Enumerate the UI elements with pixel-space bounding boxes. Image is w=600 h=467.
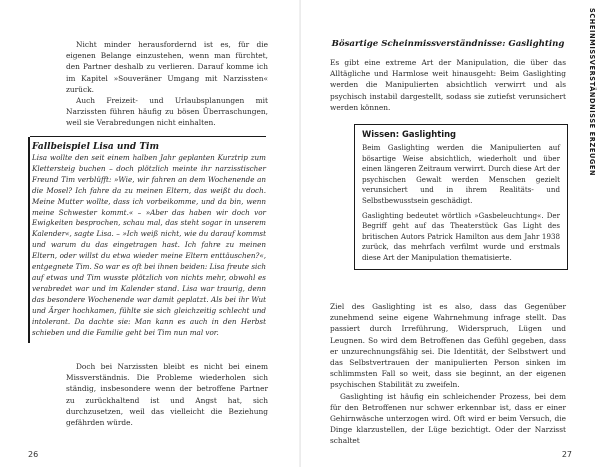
case-box-side-rule bbox=[28, 137, 30, 343]
left-intro-text bbox=[66, 39, 268, 129]
running-chapter-title: SCHEINMISSVERSTÄNDNISSE ERZEUGEN bbox=[588, 8, 596, 177]
right-intro-text bbox=[330, 57, 566, 113]
knowledge-box-title: Wissen: Gaslighting bbox=[362, 129, 457, 139]
right-bottom-paragraph-1: Ziel des Gaslighting ist es also, dass das Gegenüber zunehmend seine eigene Wahrnehmung infrage stellt. Das passiert durch Irreführung, Widerspruch, Lügen und Leugnen. So wird dem Betroffenen das Gefühl gegeben, dass er unzurechnungsfähig sei. Die Identität, der Selbstwert und das Selbstvertrauen der manipulierten Person sinken im schlimmsten Fall so weit, dass sie beginnt, an der eigenen psychischen Stabilität zu zweifeln. bbox=[330, 302, 566, 390]
knowledge-box-paragraph-1: Beim Gaslighting werden die Manipulierten auf bösartige Weise absichtlich, wiederholt und über einen längeren Zeitraum verwirrt. Durch diese Art der psychischen Gewalt werden Menschen gezielt verunsichert und in ihrem Realitäts- und Selbstbewusstsein geschädigt. bbox=[362, 143, 560, 205]
knowledge-box bbox=[354, 124, 568, 270]
left-intro-paragraph-1: Nicht minder herausfordernd ist es, für die eigenen Belange einzustehen, wenn man fürchtet, den Partner deshalb zu verlieren. Darauf komme ich im Kapitel »Souveräner Umgang mit Narzissten« zurück. bbox=[66, 40, 268, 94]
left-page-number: 26 bbox=[28, 450, 39, 459]
case-example-box bbox=[30, 136, 266, 338]
right-bottom-text bbox=[330, 301, 566, 447]
right-page-number: 27 bbox=[561, 450, 572, 459]
left-bottom-text bbox=[66, 361, 268, 428]
right-bottom-paragraph-2: Gaslighting ist häufig ein schleichender Prozess, bei dem für den Betroffenen nur schwer erkennbar ist, dass er einer Gehirnwäsche unterzogen wird. Oft wird er beim Versuch, die Dinge klarzustellen, der Lüge bezichtigt. Oder der Narzisst schaltet bbox=[330, 391, 566, 446]
left-intro-paragraph-2: Auch Freizeit- und Urlaubsplanungen mit Narzissten führen häufig zu bösen Überraschungen, weil sie Verabredungen nicht einhalten. bbox=[66, 96, 268, 128]
case-example-title: Fallbeispiel Lisa und Tim bbox=[32, 142, 159, 152]
section-heading: Bösartige Scheinmissverständnisse: Gaslighting bbox=[331, 39, 565, 49]
left-bottom-paragraph: Doch bei Narzissten bleibt es nicht bei einem Missverständnis. Die Probleme wiederholen sich ständig, insbesondere wenn der betroffene Partner zu zurückhaltend ist und Angst hat, sich durchzusetzen, weil das vielleicht die Beziehung gefährden würde. bbox=[66, 362, 268, 428]
right-intro-paragraph: Es gibt eine extreme Art der Manipulation, die über das Alltägliche und Harmlose weit hinausgeht: Beim Gaslighting werden die Manipulierten absichtlich verwirrt und als psychisch instabil dargestellt, sodass sie zutiefst verunsichert werden können. bbox=[330, 58, 566, 112]
case-example-text: Lisa wollte den seit einem halben Jahr geplanten Kurztrip zum Klettersteig buchen – doch plötzlich meinte ihr narzisstischer Freund Tim verblüfft: »Wie, wir fahren an dem Wochenende an die Mosel? Ich fahre da zu meinen Eltern, das weißt du doch. Meine Mutter wollte, dass ich vorbeikomme, und da bin, wenn meine Schwester kommt.« – »Aber das haben wir doch vor Ewigkeiten besprochen, schau mal, das steht sogar in unserem Kalender«, sagte Lisa. – »Ich weiß nicht, wie du darauf kommst und warum du das eingetragen hast. Ich fahre zu meinen Eltern, oder willst du etwa wieder meine Eltern enttäuschen?«, entgegnete Tim. So war es oft bei ihnen beiden: Lisa freute sich auf etwas und Tim wusste plötzlich von nichts mehr, obwohl es verabredet war und im Kalender stand. Lisa war traurig, denn das besondere Wochenende war damit geplatzt. Als bei ihr Wut und Ärger hochkamen, fühlte sie sich gleichzeitig schlecht und intolerant. Da dachte sie: Man kann es auch in den Herbst schieben und die Familie geht bei Tim nun mal vor. bbox=[32, 153, 266, 337]
knowledge-box-paragraph-2: Gaslighting bedeutet wörtlich »Gasbeleuchtung«. Der Begriff geht auf das Theaterstück Gas Light des britischen Autors Patrick Hamilton aus dem Jahr 1938 zurück, das mehrfach verfilmt wurde und erstmals diese Art der Manipulation thematisierte. bbox=[362, 210, 560, 262]
